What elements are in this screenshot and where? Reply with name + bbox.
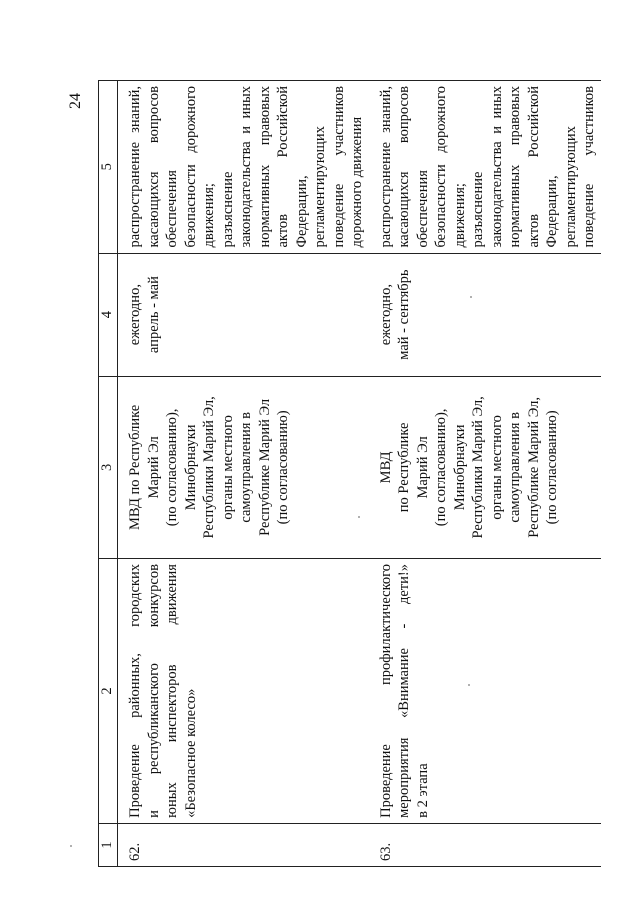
term-cell: [369, 253, 601, 376]
executor-line: Минобрнауки: [451, 424, 468, 511]
table-header-row: [99, 81, 118, 867]
executor-cell: [118, 376, 369, 558]
table-row: [369, 81, 601, 867]
executor-line: (по согласованию),: [433, 408, 449, 527]
events-table: [98, 80, 597, 867]
result-line: касающихся вопросов: [396, 86, 412, 248]
result-line: законодательства и иных: [488, 86, 505, 248]
event-line: и республиканского конкурсов: [145, 564, 162, 818]
scan-speck: [70, 845, 72, 847]
result-line: обеспечения: [414, 170, 431, 248]
result-line: дорожного движения: [349, 116, 365, 248]
column-header: 5: [99, 81, 118, 254]
executor-line: Республики Марий Эл,: [201, 396, 217, 539]
event-cell: [118, 559, 369, 824]
event-line: мероприятия «Внимание - дети!»: [396, 564, 412, 818]
result-line: безопасности дорожного: [182, 86, 199, 248]
scan-speck: [358, 516, 360, 518]
event-line: «Безопасное колесо»: [182, 688, 199, 818]
result-line: обеспечения: [164, 170, 180, 248]
event-line: Проведение районных, городских: [127, 564, 143, 818]
executor-line: Марий Эл: [145, 436, 162, 499]
result-line: движения;: [201, 183, 217, 248]
result-line: движения;: [451, 183, 468, 248]
result-line: актов Российской: [275, 86, 291, 248]
result-line: безопасности дорожного: [433, 86, 449, 248]
executor-line: по Республике: [396, 422, 412, 513]
event-line: Проведение профилактического: [377, 564, 394, 818]
executor-line: Марий Эл: [414, 436, 431, 499]
result-line: разъяснение: [219, 171, 236, 248]
result-line: регламентирующих: [312, 126, 328, 248]
event-cell: [369, 559, 601, 824]
result-line: распространение знаний,: [127, 86, 143, 248]
event-line: в 2 этапа: [414, 763, 431, 818]
scan-speck: [468, 684, 470, 686]
result-cell: [369, 81, 601, 254]
page-number: 24: [67, 93, 84, 109]
column-header: 1: [99, 823, 118, 866]
event-line: юных инспекторов движения: [164, 564, 180, 818]
executor-line: МВД по Республике: [127, 404, 143, 530]
term-line: ежегодно,: [127, 284, 143, 346]
result-line: актов Российской: [525, 86, 542, 248]
executor-line: Республике Марий Эл: [256, 398, 273, 536]
table-row: [118, 81, 369, 867]
result-line: законодательства и иных: [238, 86, 254, 248]
scan-speck: [470, 296, 472, 298]
result-cell: [118, 81, 369, 254]
executor-line: самоуправления в: [507, 412, 523, 523]
executor-line: МВД: [377, 451, 394, 484]
executor-line: (по согласованию),: [164, 408, 180, 527]
term-line: ежегодно,: [377, 284, 394, 346]
row-number: 62.: [118, 823, 369, 866]
result-line: регламентирующих: [562, 126, 579, 248]
term-line: апрель - май: [145, 276, 162, 354]
term-cell: [118, 253, 369, 376]
result-line: поведение участников: [330, 86, 347, 248]
executor-line: (по согласованию): [275, 410, 291, 525]
column-header: 3: [99, 376, 118, 558]
result-line: разъяснение: [470, 171, 486, 248]
executor-line: Минобрнауки: [182, 424, 199, 511]
result-line: Федерации,: [544, 175, 560, 248]
executor-line: самоуправления в: [238, 412, 254, 523]
executor-cell: [369, 376, 601, 558]
term-line: май - сентябрь: [396, 269, 412, 360]
executor-line: (по согласованию): [544, 410, 560, 525]
column-header: 4: [99, 253, 118, 376]
result-line: распространение знаний,: [377, 86, 394, 248]
executor-line: органы местного: [488, 415, 505, 520]
result-line: поведение участников: [581, 86, 597, 248]
executor-line: Республике Марий Эл,: [525, 397, 542, 538]
result-line: нормативных правовых: [507, 86, 523, 248]
result-line: Федерации,: [293, 175, 310, 248]
column-header: 2: [99, 559, 118, 824]
result-line: касающихся вопросов: [145, 86, 162, 248]
executor-line: Республики Марий Эл,: [470, 396, 486, 539]
executor-line: органы местного: [219, 415, 236, 520]
row-number: 63.: [369, 823, 601, 866]
result-line: нормативных правовых: [256, 86, 273, 248]
